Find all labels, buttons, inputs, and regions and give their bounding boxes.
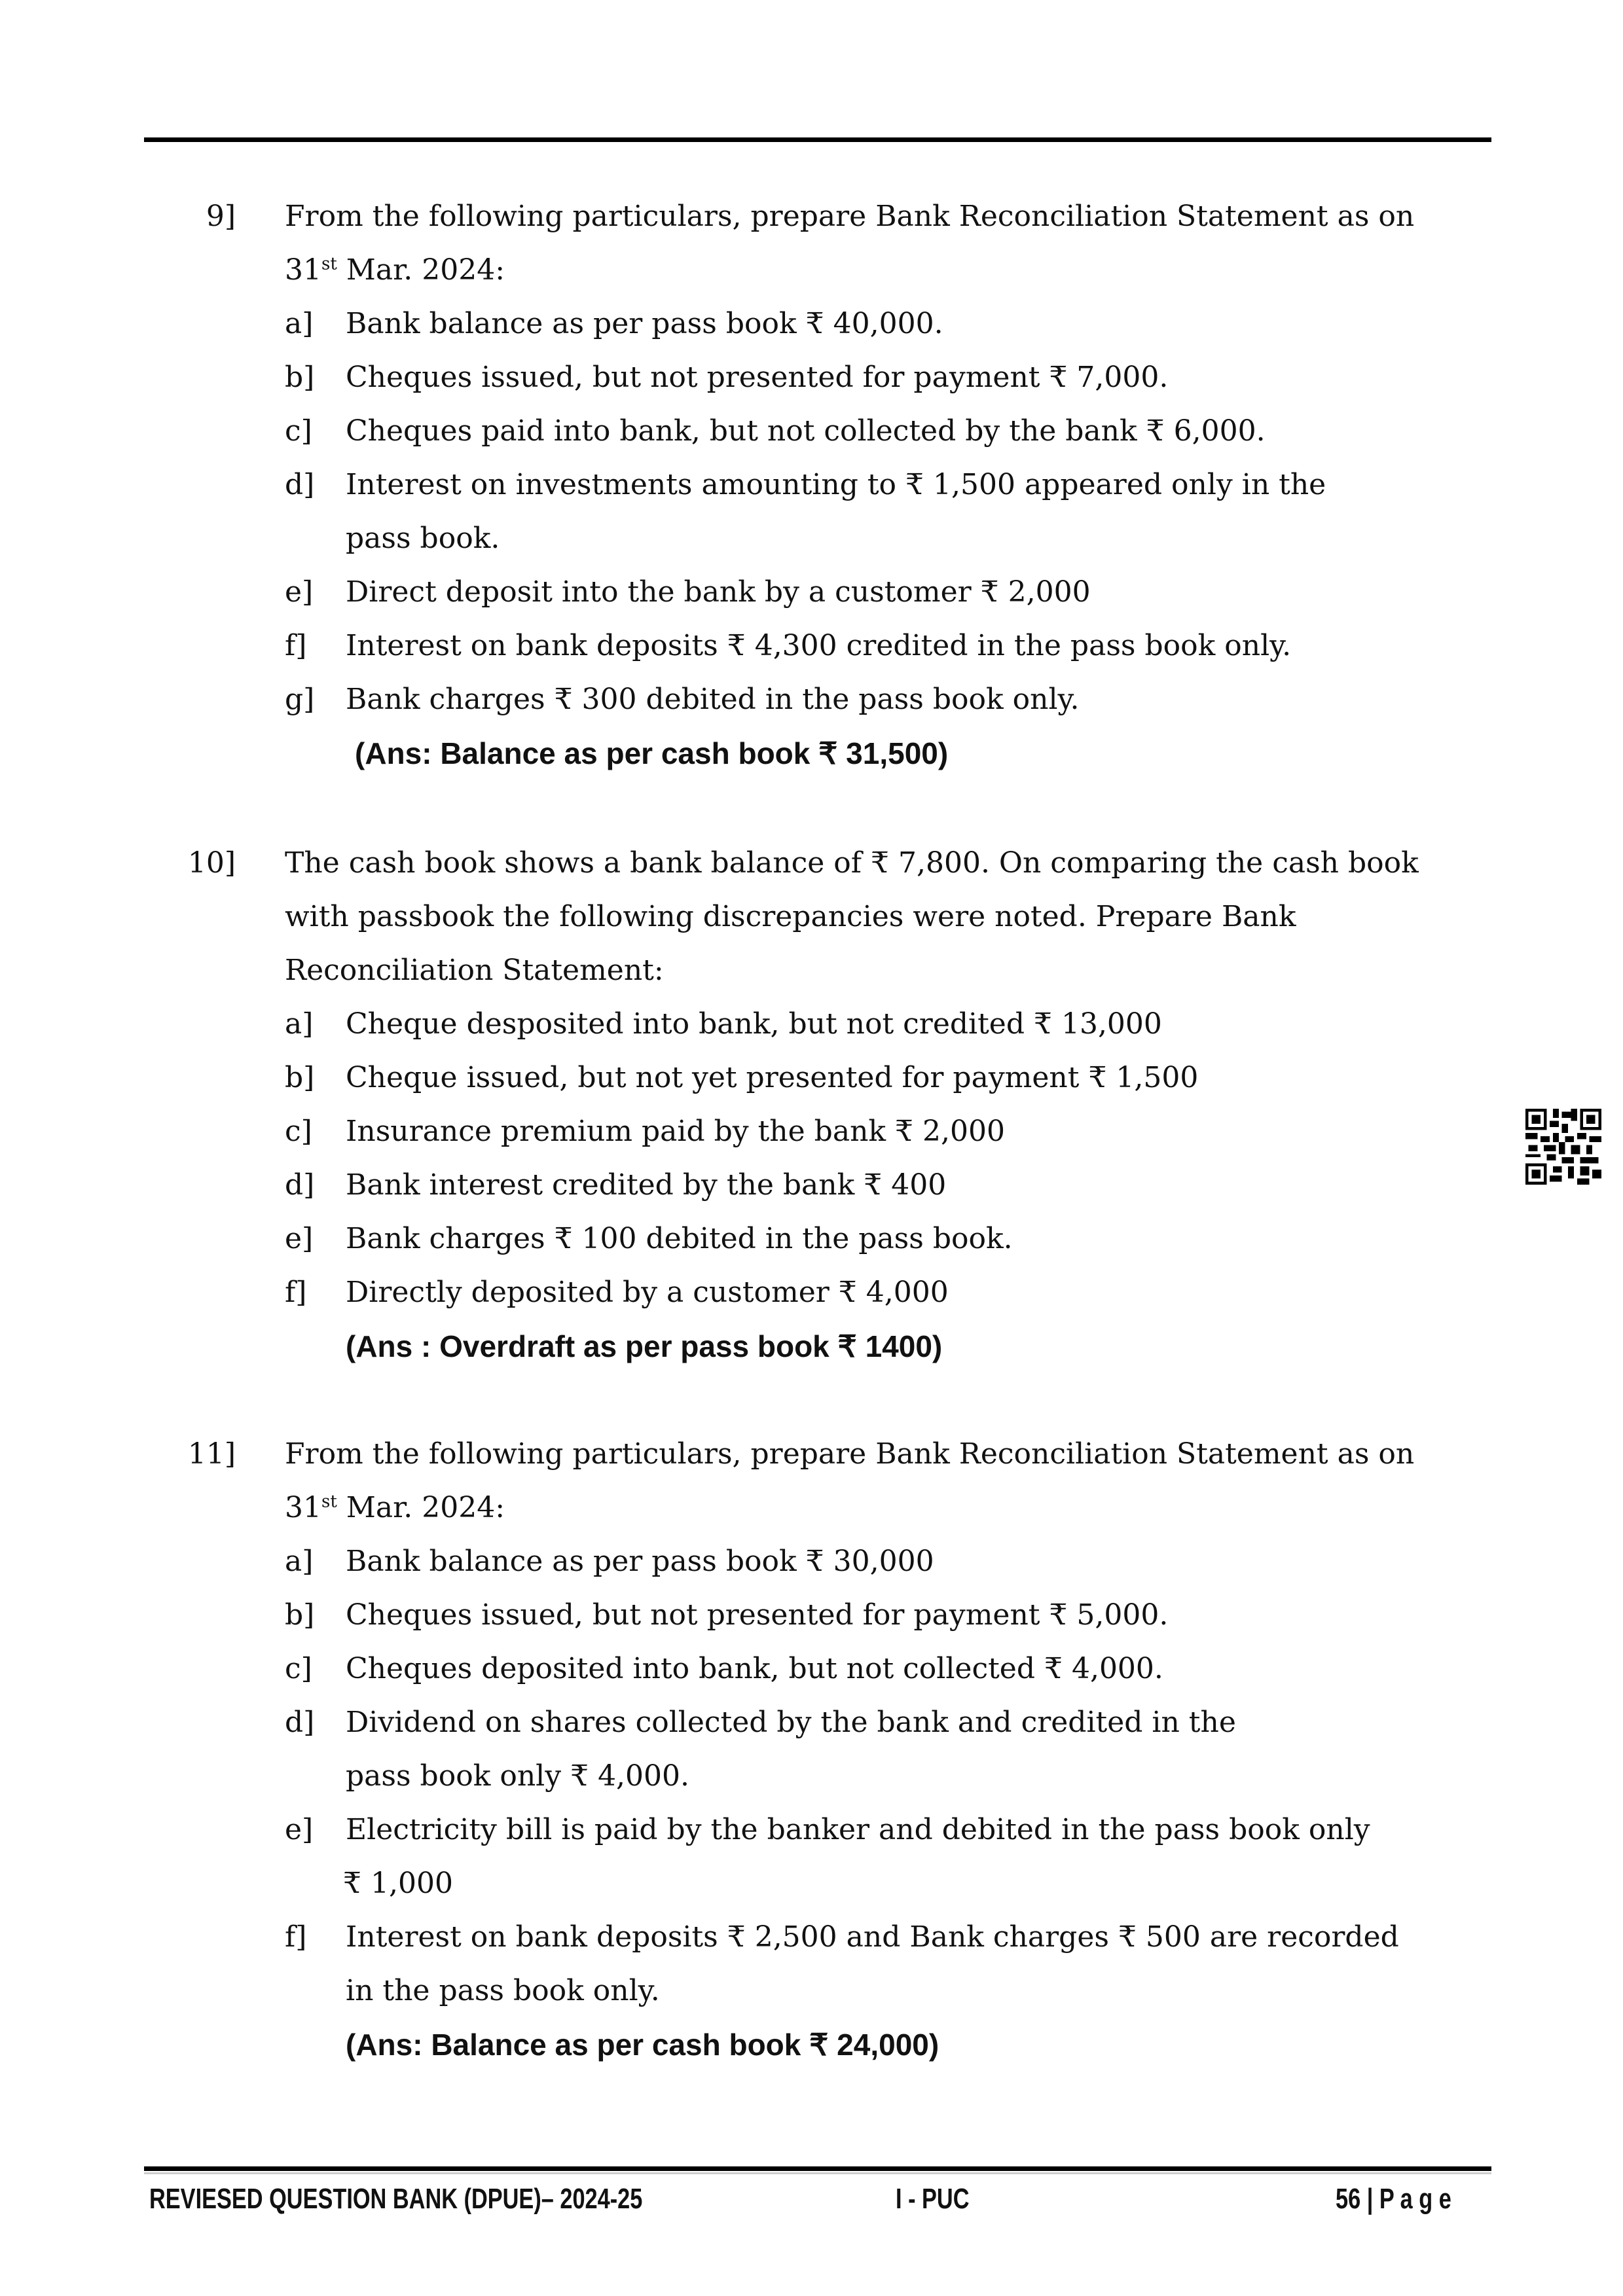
- question-number: 9]: [206, 200, 236, 233]
- item-label: b]: [285, 1598, 315, 1632]
- item-label: c]: [285, 1115, 312, 1148]
- item-text: Bank charges ₹ 100 debited in the pass book.: [346, 1222, 1013, 1255]
- item-text: Bank charges ₹ 300 debited in the pass book only.: [346, 683, 1080, 716]
- item-label: a]: [285, 1545, 314, 1578]
- item-text: Electricity bill is paid by the banker and debited in the pass book only: [346, 1813, 1370, 1846]
- item-label: a]: [285, 1007, 314, 1041]
- item-label: f]: [285, 1920, 307, 1954]
- item-text: Cheque desposited into bank, but not credited ₹ 13,000: [346, 1007, 1162, 1041]
- footer-class: I - PUC: [896, 2183, 970, 2215]
- footer-title: REVIESED QUESTION BANK (DPUE)– 2024-25: [149, 2183, 643, 2215]
- item-label: e]: [285, 1813, 314, 1846]
- item-text: Interest on bank deposits ₹ 4,300 credited in the pass book only.: [346, 629, 1292, 662]
- item-label: d]: [285, 1706, 315, 1739]
- date-rest: Mar. 2024:: [337, 253, 505, 287]
- item-text: Insurance premium paid by the bank ₹ 2,000: [346, 1115, 1005, 1148]
- item-label: c]: [285, 414, 312, 448]
- item-text: Cheque issued, but not yet presented for payment ₹ 1,500: [346, 1061, 1199, 1094]
- item-text: Cheques issued, but not presented for payment ₹ 7,000.: [346, 361, 1169, 394]
- item-text: Directly deposited by a customer ₹ 4,000: [346, 1276, 949, 1309]
- item-text: pass book only ₹ 4,000.: [346, 1759, 690, 1793]
- item-label: f]: [285, 1276, 307, 1309]
- item-label: c]: [285, 1652, 312, 1685]
- item-text: Cheques issued, but not presented for payment ₹ 5,000.: [346, 1598, 1169, 1632]
- item-label: d]: [285, 468, 315, 501]
- question-number: 10]: [187, 846, 236, 880]
- date-day: 31: [285, 253, 321, 287]
- item-label: e]: [285, 1222, 314, 1255]
- answer-text: (Ans: Balance as per cash book ₹ 31,500): [355, 736, 949, 770]
- footer-rule-shadow: [144, 2172, 1491, 2174]
- item-text: pass book.: [346, 522, 500, 555]
- question-date: [285, 243, 505, 297]
- question-text: The cash book shows a bank balance of ₹ 7,800. On comparing the cash book: [285, 846, 1419, 880]
- item-label: d]: [285, 1168, 315, 1202]
- page-number: 56: [1336, 2183, 1361, 2215]
- item-text: Dividend on shares collected by the bank and credited in the: [346, 1706, 1236, 1739]
- question-text: with passbook the following discrepancies were noted. Prepare Bank: [285, 900, 1296, 933]
- question-number: 11]: [187, 1437, 236, 1471]
- qr-code-icon: [1525, 1108, 1601, 1185]
- date-suffix: st: [321, 1492, 337, 1512]
- footer-page: [1336, 2179, 1451, 2219]
- date-rest: Mar. 2024:: [337, 1491, 505, 1524]
- item-text: in the pass book only.: [346, 1974, 660, 2007]
- answer-text: (Ans: Balance as per cash book ₹ 24,000): [346, 2028, 939, 2062]
- item-text: ₹ 1,000: [343, 1867, 453, 1900]
- question-text: From the following particulars, prepare Bank Reconciliation Statement as on: [285, 1437, 1415, 1471]
- question-text: From the following particulars, prepare Bank Reconciliation Statement as on: [285, 200, 1415, 233]
- item-text: Bank balance as per pass book ₹ 40,000.: [346, 307, 943, 340]
- footer-rule: [144, 2166, 1491, 2171]
- item-label: e]: [285, 575, 314, 609]
- page-label: | P a g e: [1366, 2183, 1451, 2215]
- item-label: b]: [285, 361, 315, 394]
- date-day: 31: [285, 1491, 321, 1524]
- item-label: f]: [285, 629, 307, 662]
- header-rule: [144, 137, 1491, 142]
- item-text: Bank interest credited by the bank ₹ 400: [346, 1168, 947, 1202]
- answer-text: (Ans : Overdraft as per pass book ₹ 1400): [346, 1329, 943, 1363]
- date-suffix: st: [321, 254, 337, 274]
- item-label: b]: [285, 1061, 315, 1094]
- question-date: [285, 1481, 505, 1535]
- item-label: g]: [285, 683, 315, 716]
- item-text: Interest on investments amounting to ₹ 1,500 appeared only in the: [346, 468, 1326, 501]
- item-text: Direct deposit into the bank by a customer ₹ 2,000: [346, 575, 1091, 609]
- question-text: Reconciliation Statement:: [285, 954, 664, 987]
- item-text: Cheques deposited into bank, but not collected ₹ 4,000.: [346, 1652, 1163, 1685]
- item-label: a]: [285, 307, 314, 340]
- item-text: Cheques paid into bank, but not collected by the bank ₹ 6,000.: [346, 414, 1266, 448]
- item-text: Bank balance as per pass book ₹ 30,000: [346, 1545, 934, 1578]
- item-text: Interest on bank deposits ₹ 2,500 and Bank charges ₹ 500 are recorded: [346, 1920, 1399, 1954]
